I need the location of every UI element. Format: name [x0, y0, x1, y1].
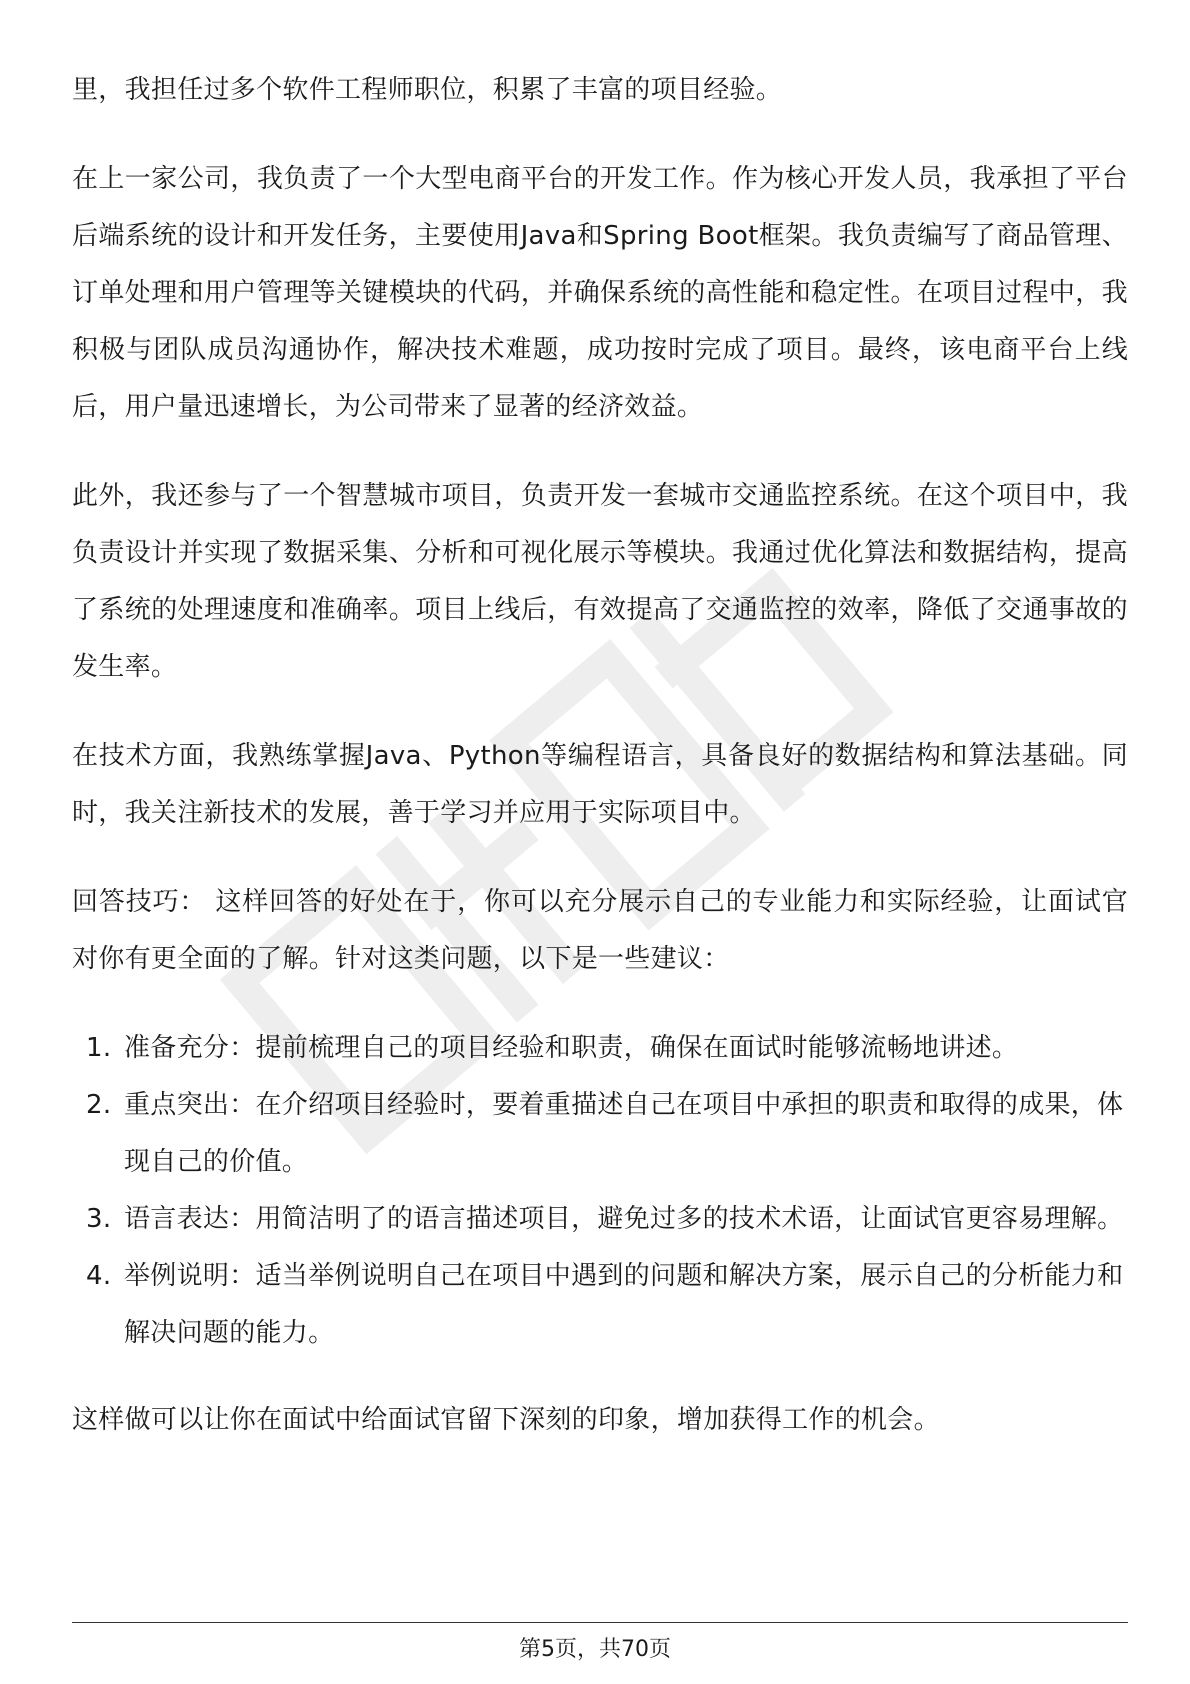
paragraph-ecommerce-project: 在上一家公司，我负责了一个大型电商平台的开发工作。作为核心开发人员，我承担了平台后端系统的设计和开发任务，主要使用Java和Spring Boot框架。我负责编写了商品管理、订单处理和用户管理等关键模块的代码，并确保系统的高性能和稳定性。在项目过程中，我积极与团队成员沟通协作，解决技术难题，成功按时完成了项目。最终，该电商平台上线后，用户量迅速增长，为公司带来了显著的经济效益。 — [72, 164, 1128, 422]
list-item — [72, 1020, 1128, 1077]
list-item-text: 准备充分：提前梳理自己的项目经验和职责，确保在面试时能够流畅地讲述。 — [124, 1033, 1019, 1063]
list-item-text: 语言表达：用简洁明了的语言描述项目，避免过多的技术术语，让面试官更容易理解。 — [124, 1204, 1124, 1234]
list-item-number: 1. — [86, 1033, 112, 1063]
tips-list — [72, 1020, 1128, 1362]
list-item — [72, 1191, 1128, 1248]
list-item-number: 2. — [86, 1090, 112, 1120]
list-item-number: 3. — [86, 1204, 112, 1234]
paragraph-answer-tips: 回答技巧： 这样回答的好处在于，你可以充分展示自己的专业能力和实际经验，让面试官对你有更全面的了解。针对这类问题，以下是一些建议： — [72, 887, 1128, 974]
paragraph-closing: 这样做可以让你在面试中给面试官留下深刻的印象，增加获得工作的机会。 — [72, 1405, 940, 1435]
paragraph-intro: 里，我担任过多个软件工程师职位，积累了丰富的项目经验。 — [72, 75, 783, 105]
list-item-text: 举例说明：适当举例说明自己在项目中遇到的问题和解决方案，展示自己的分析能力和解决问题的能力。 — [124, 1261, 1124, 1348]
paragraph-tech-skills: 在技术方面，我熟练掌握Java、Python等编程语言，具备良好的数据结构和算法基础。同时，我关注新技术的发展，善于学习并应用于实际项目中。 — [72, 741, 1128, 828]
list-item — [72, 1077, 1128, 1191]
footer-divider — [72, 1622, 1128, 1623]
list-item-number: 4. — [86, 1261, 112, 1291]
page-number: 第5页，共70页 — [519, 1637, 671, 1662]
list-item — [72, 1248, 1128, 1362]
list-item-text: 重点突出：在介绍项目经验时，要着重描述自己在项目中承担的职责和取得的成果，体现自己的价值。 — [124, 1090, 1124, 1177]
document-body — [72, 62, 1128, 1481]
paragraph-smart-city-project: 此外，我还参与了一个智慧城市项目，负责开发一套城市交通监控系统。在这个项目中，我负责设计并实现了数据采集、分析和可视化展示等模块。我通过优化算法和数据结构，提高了系统的处理速度和准确率。项目上线后，有效提高了交通监控的效率，降低了交通事故的发生率。 — [72, 481, 1128, 682]
